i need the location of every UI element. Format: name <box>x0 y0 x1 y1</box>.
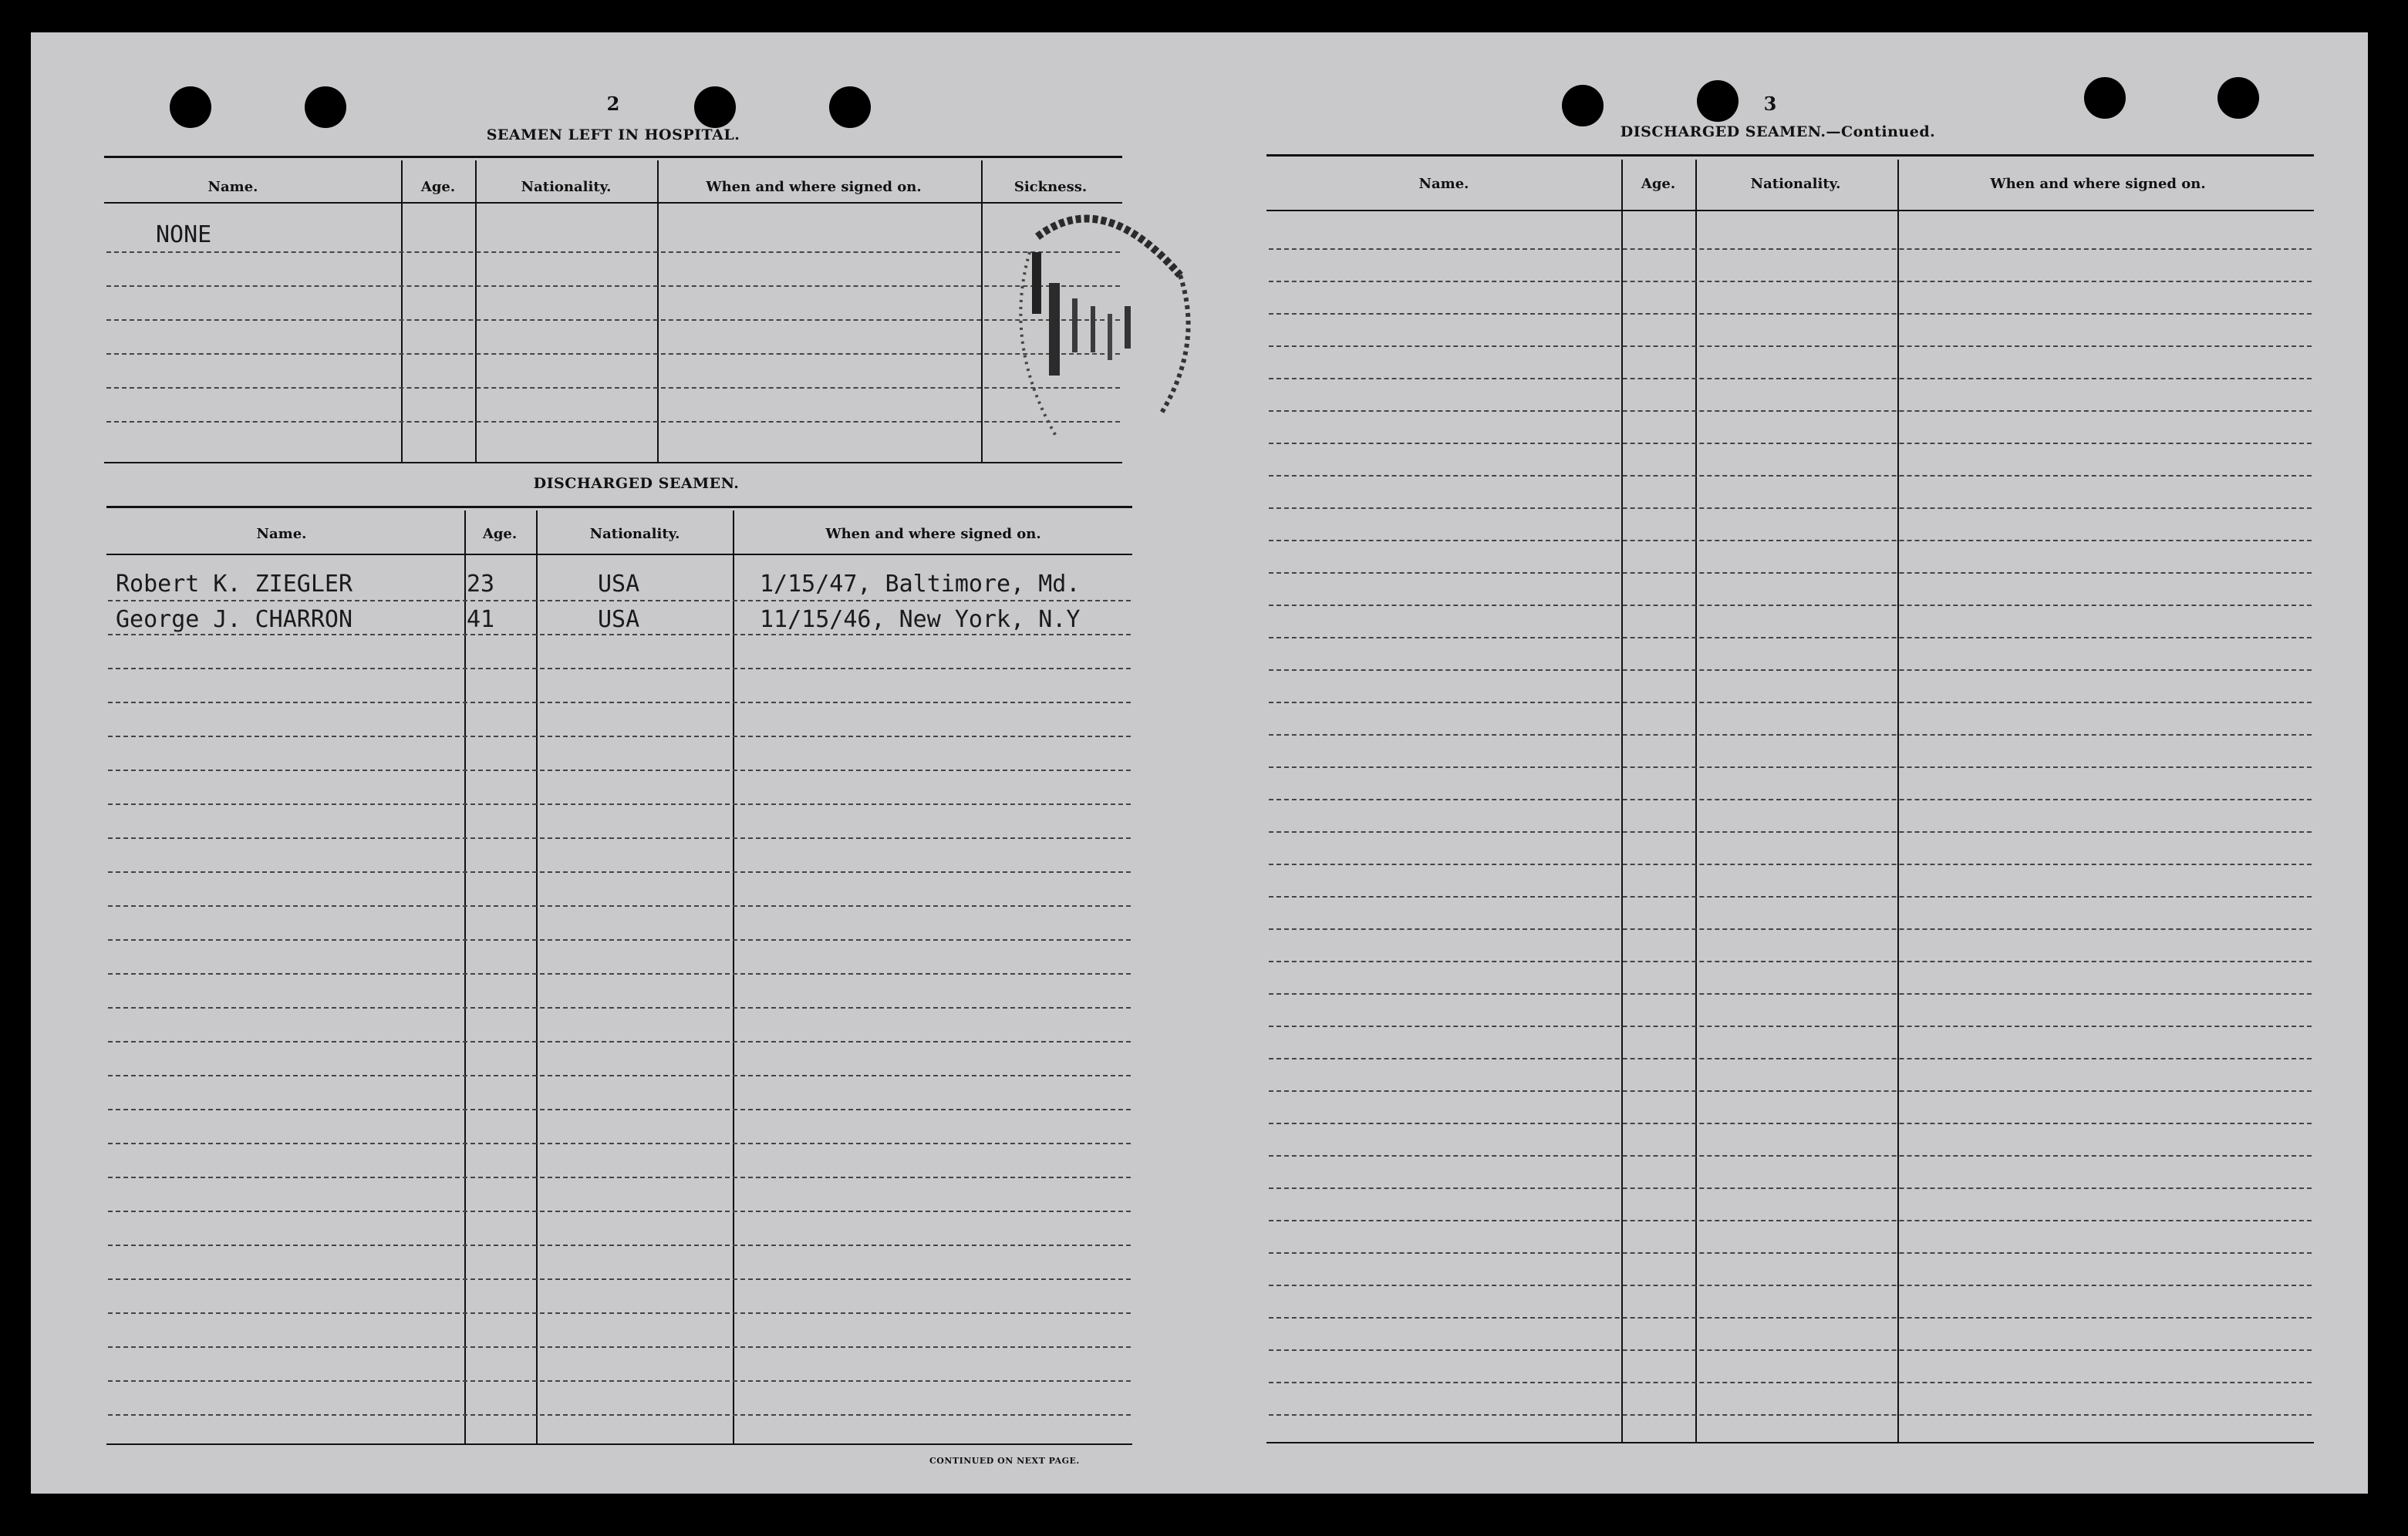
right-col-divider <box>1621 160 1623 1443</box>
hospital-header-name: Name. <box>207 179 258 195</box>
right-row-line <box>1269 1317 2312 1319</box>
right-row-line <box>1269 928 2312 930</box>
hospital-header-sickness: Sickness. <box>1013 179 1088 195</box>
right-row-line <box>1269 1285 2312 1286</box>
hospital-col-divider <box>475 160 477 463</box>
discharged-row-line <box>108 1041 1131 1043</box>
discharged-table-top-rule <box>106 506 1132 508</box>
right-row-line <box>1269 1026 2312 1027</box>
discharged-header-nationality: Nationality. <box>589 526 680 542</box>
hospital-table-top-rule <box>104 156 1122 158</box>
hospital-col-divider <box>401 160 403 463</box>
hospital-table-bottom-rule <box>104 462 1122 463</box>
right-row-line <box>1269 993 2312 995</box>
discharged-row-line <box>108 668 1131 669</box>
right-row-line <box>1269 864 2312 865</box>
discharged-row-line <box>108 1109 1131 1110</box>
right-row-line <box>1269 1382 2312 1383</box>
continued-note: CONTINUED ON NEXT PAGE. <box>929 1456 1080 1466</box>
page-number-left: 2 <box>606 93 620 115</box>
discharged-row-line <box>108 939 1131 941</box>
discharged-row-line <box>108 837 1131 839</box>
hospital-row-line <box>106 285 1120 287</box>
discharged-row-line <box>108 634 1131 635</box>
discharged-row-line <box>108 702 1131 703</box>
discharged-row-line <box>108 1177 1131 1178</box>
right-row-line <box>1269 281 2312 282</box>
discharged-col-divider <box>536 510 538 1445</box>
discharged-row-line <box>108 1075 1131 1076</box>
seaman-name: Robert K. ZIEGLER <box>116 571 353 598</box>
right-row-line <box>1269 734 2312 736</box>
punch-hole-icon <box>1697 80 1739 122</box>
right-row-line <box>1269 572 2312 574</box>
seaman-age: 41 <box>467 606 495 633</box>
right-row-line <box>1269 1123 2312 1124</box>
right-row-line <box>1269 1414 2312 1416</box>
discharged-row-line <box>108 770 1131 771</box>
discharged-row-line <box>108 600 1131 601</box>
hospital-row-line <box>106 319 1120 321</box>
right-row-line <box>1269 378 2312 379</box>
hospital-col-divider <box>657 160 659 463</box>
hospital-header-age: Age. <box>420 179 456 195</box>
seaman-nationality: USA <box>598 606 640 633</box>
right-row-line <box>1269 702 2312 703</box>
discharged-row-line <box>108 803 1131 805</box>
hospital-row-line <box>106 387 1120 389</box>
right-row-line <box>1269 1252 2312 1254</box>
punch-hole-icon <box>1562 85 1604 126</box>
right-row-line <box>1269 345 2312 347</box>
right-row-line <box>1269 831 2312 833</box>
discharged-row-line <box>108 871 1131 873</box>
right-row-line <box>1269 507 2312 509</box>
right-row-line <box>1269 961 2312 962</box>
discharged-header-name: Name. <box>256 526 307 542</box>
hospital-header-signed-on: When and where signed on. <box>706 179 922 195</box>
discharged-row-line <box>108 736 1131 737</box>
right-table-top-rule <box>1266 154 2314 157</box>
seaman-age: 23 <box>467 571 495 598</box>
discharged-row-line <box>108 1278 1131 1280</box>
hospital-row-line <box>106 353 1120 355</box>
right-row-line <box>1269 410 2312 412</box>
right-row-line <box>1269 540 2312 541</box>
discharged-header-age: Age. <box>482 526 518 542</box>
right-table-bottom-rule <box>1266 1442 2314 1443</box>
seaman-nationality: USA <box>598 571 640 598</box>
discharged-header-signed-on: When and where signed on. <box>825 526 1041 542</box>
right-row-line <box>1269 1155 2312 1157</box>
discharged-row-line <box>108 1245 1131 1246</box>
punch-hole-icon <box>170 86 211 128</box>
seaman-signed-on: 1/15/47, Baltimore, Md. <box>760 571 1081 598</box>
right-col-divider <box>1897 160 1899 1443</box>
discharged-row-line <box>108 905 1131 907</box>
hospital-entry: NONE <box>156 221 212 248</box>
hospital-row-line <box>106 421 1120 423</box>
discharged-row-line <box>108 1007 1131 1009</box>
discharged-row-line <box>108 1211 1131 1212</box>
punch-hole-icon <box>2217 77 2259 119</box>
discharged-row-line <box>108 1414 1131 1416</box>
right-header-signed-on: When and where signed on. <box>1990 176 2206 192</box>
seaman-name: George J. CHARRON <box>116 606 353 633</box>
document-sheet <box>31 32 2368 1494</box>
right-header-age: Age. <box>1641 176 1676 192</box>
right-row-line <box>1269 637 2312 638</box>
right-row-line <box>1269 766 2312 768</box>
right-header-nationality: Nationality. <box>1750 176 1841 192</box>
right-row-line <box>1269 1187 2312 1189</box>
right-table-header-rule <box>1266 210 2314 211</box>
right-row-line <box>1269 896 2312 898</box>
discharged-table-header-rule <box>106 554 1132 555</box>
discharged-table-bottom-rule <box>106 1443 1132 1445</box>
seaman-signed-on: 11/15/46, New York, N.Y <box>760 606 1081 633</box>
discharged-section-title: DISCHARGED SEAMEN. <box>533 475 740 492</box>
hospital-row-line <box>106 251 1120 253</box>
punch-hole-icon <box>2084 77 2126 119</box>
right-row-line <box>1269 313 2312 315</box>
right-row-line <box>1269 1058 2312 1059</box>
right-page-title: DISCHARGED SEAMEN.—Continued. <box>1620 123 1936 140</box>
hospital-header-nationality: Nationality. <box>521 179 612 195</box>
punch-hole-icon <box>829 86 871 128</box>
right-row-line <box>1269 475 2312 477</box>
discharged-row-line <box>108 1143 1131 1144</box>
discharged-row-line <box>108 973 1131 975</box>
discharged-row-line <box>108 1346 1131 1348</box>
right-row-line <box>1269 1349 2312 1351</box>
right-header-name: Name. <box>1418 176 1469 192</box>
punch-hole-icon <box>694 86 736 128</box>
discharged-col-divider <box>464 510 466 1445</box>
hospital-table-header-rule <box>104 202 1122 204</box>
right-row-line <box>1269 1220 2312 1221</box>
right-row-line <box>1269 1090 2312 1092</box>
right-row-line <box>1269 443 2312 444</box>
punch-hole-icon <box>305 86 346 128</box>
ink-stamp-icon <box>995 190 1203 445</box>
right-row-line <box>1269 669 2312 671</box>
discharged-col-divider <box>733 510 734 1445</box>
right-row-line <box>1269 605 2312 606</box>
right-col-divider <box>1695 160 1697 1443</box>
page-number-right: 3 <box>1763 93 1777 115</box>
hospital-section-title: SEAMEN LEFT IN HOSPITAL. <box>486 126 740 143</box>
discharged-row-line <box>108 1312 1131 1314</box>
right-row-line <box>1269 248 2312 250</box>
discharged-row-line <box>108 1380 1131 1382</box>
hospital-col-divider <box>981 160 983 463</box>
right-row-line <box>1269 799 2312 800</box>
